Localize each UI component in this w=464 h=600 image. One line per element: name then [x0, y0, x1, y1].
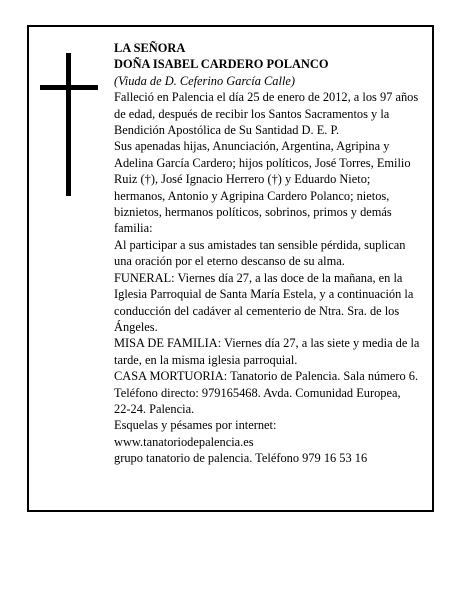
obituary-notice [114, 40, 420, 467]
website-link[interactable]: www.tanatoriodepalencia.es [114, 434, 254, 449]
widow-of-line: (Viuda de D. Ceferino García Calle) [114, 73, 296, 88]
cross-icon-vertical-bar [66, 53, 71, 196]
funeral-details: FUNERAL: Viernes día 27, a las doce de la mañana, en la Iglesia Parroquial de Santa María Estela, y a continuación la conducción del cadáver al cementerio de Ntra. Sra. de los Ángeles. [114, 270, 414, 334]
online-condolences-label: Esquelas y pésames por internet: [114, 418, 277, 433]
family-list: Sus apenadas hijas, Anunciación, Argentina, Agripina y Adelina García Cardero; hijos políticos, José Torres, Emilio Ruiz (†), José Ignacio Herrero (†) y Eduardo Nieto; hermanos, Antonio y Agripina Cardero Polanco; nietos, biznietos, hermanos políticos, sobrinos, primos y demás familia: [114, 139, 411, 236]
deceased-name: DOÑA ISABEL CARDERO POLANCO [114, 57, 329, 72]
mortuary-details: CASA MORTUORIA: Tanatorio de Palencia. Sala número 6. Teléfono directo: 979165468. Avda. Comunidad Europea, 22-24. Palencia. [114, 369, 419, 416]
notice-title: LA SEÑORA [114, 41, 186, 55]
family-mass-details: MISA DE FAMILIA: Viernes día 27, a las siete y media de la tarde, en la misma iglesia parroquial. [114, 336, 420, 367]
prayer-request: Al participar a sus amistades tan sensible pérdida, suplican una oración por el eterno descanso de su alma. [114, 237, 406, 269]
death-announcement: Falleció en Palencia el día 25 de enero de 2012, a los 97 años de edad, después de recibir los Santos Sacramentos y la Bendición Apostólica de Su Santidad D. E. P. [114, 90, 419, 138]
group-phone-line: grupo tanatorio de palencia. Teléfono 979 16 53 16 [114, 451, 368, 466]
cross-icon-horizontal-bar [40, 85, 98, 90]
